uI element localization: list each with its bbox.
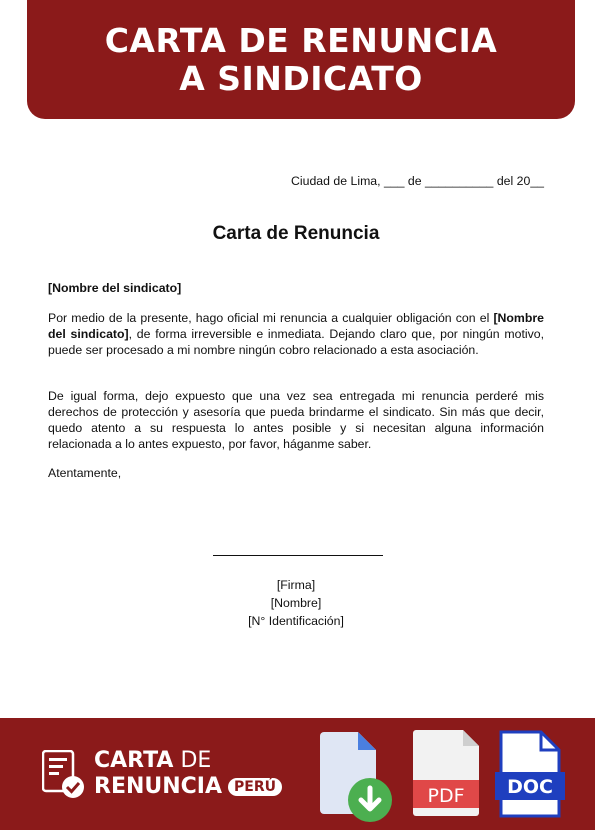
logo-text	[94, 748, 282, 800]
recipient: [Nombre del sindicato]	[48, 281, 182, 295]
doc-file-icon[interactable]	[493, 730, 571, 822]
site-logo[interactable]	[42, 748, 292, 804]
document-check-icon	[42, 750, 86, 800]
pdf-label: PDF	[427, 785, 465, 807]
paragraph-1	[48, 310, 544, 358]
banner-title-line-2: A SINDICATO	[179, 58, 423, 98]
signature-identificacion: [N° Identificación]	[248, 614, 344, 628]
signature-firma: [Firma]	[276, 578, 316, 592]
signature-nombre: [Nombre]	[270, 596, 322, 610]
footer-bar	[0, 718, 595, 830]
date-line: Ciudad de Lima, ___ de __________ del 20__	[291, 174, 544, 188]
logo-word-renuncia: RENUNCIA	[94, 774, 223, 799]
doc-label: DOC	[507, 776, 553, 798]
paragraph-1-end: , de forma irreversible e inmediata. Dejando claro que, por ningún motivo, puede ser procesado a mi nombre ningún cobro relacionado a esta asociación.	[48, 327, 544, 357]
logo-word-de: DE	[173, 748, 212, 773]
paragraph-1-start: Por medio de la presente, hago oficial mi renuncia a cualquier obligación con el	[48, 311, 494, 325]
logo-badge-peru: PERÚ	[228, 778, 282, 796]
download-file-icon[interactable]	[318, 730, 396, 822]
paragraph-1-union-name: [Nombre del sindicato]	[48, 311, 544, 341]
paragraph-2: De igual forma, dejo expuesto que una vez sea entregada mi renuncia perderé mis derechos de protección y asesoría que pueda brindarme el sindicato. Sin más que decir, quedo atento a su respuesta lo antes posible y si necesitan alguna información relacionada a lo antes expuesto, por favor, háganme saber.	[48, 389, 544, 451]
closing: Atentamente,	[48, 466, 122, 480]
pdf-file-icon[interactable]	[413, 730, 479, 816]
banner-title-line-1: CARTA DE RENUNCIA	[104, 20, 498, 60]
letter-title: Carta de Renuncia	[212, 223, 380, 244]
logo-word-carta: CARTA	[94, 748, 174, 773]
signature-line	[213, 555, 383, 556]
title-banner	[27, 0, 575, 119]
